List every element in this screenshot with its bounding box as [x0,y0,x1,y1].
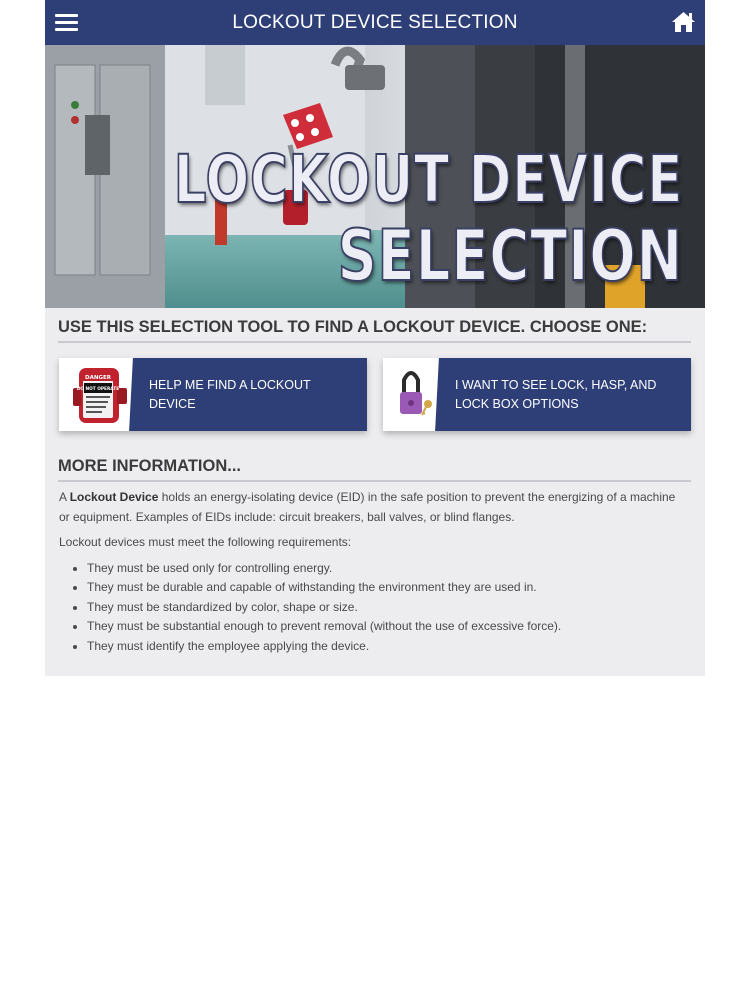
lockout-device-thumbnail [59,358,135,431]
list-item: • They must identify the employee applying the device. [87,637,689,657]
hero-banner [45,45,705,308]
requirements-list [87,559,689,657]
top-nav-bar [45,0,705,45]
more-info-body [59,488,689,656]
list-item: • They must be used only for controlling energy. [87,559,689,579]
find-lockout-device-label: HELP ME FIND A LOCKOUT DEVICE [135,358,367,431]
hero-title-line-1: LOCKOUT DEVICE [173,141,683,218]
intro-prefix: A [59,490,70,504]
list-item: • They must be durable and capable of withstanding the environment they are used in. [87,578,689,598]
hamburger-menu-icon[interactable] [55,13,78,32]
requirements-intro: Lockout devices must meet the following requirements: [59,535,352,549]
lockout-device-term: Lockout Device [69,490,159,504]
lock-hasp-options-label: I WANT TO SEE LOCK, HASP, AND LOCK BOX OPTIONS [441,358,691,431]
list-item: • They must be standardized by color, shape or size. [87,598,689,618]
list-item: • They must be substantial enough to prevent removal (without the use of excessive force). [87,617,689,637]
intro-paragraph [59,488,689,527]
breaker-lockout-icon [59,358,135,431]
tag-do-not-operate-text: DO NOT OPERATE [76,387,120,392]
intro-rest: holds an energy-isolating device (EID) in the safe position to prevent the energizing of a machine or equipment. Examples of EIDs include: circuit breakers, ball valves, or blind flanges. [59,490,676,524]
lock-thumbnail [383,358,441,431]
padlock-icon [383,358,441,431]
lock-hasp-options-button[interactable] [383,358,691,431]
page-title: LOCKOUT DEVICE SELECTION [232,12,518,33]
hero-title-line-2: SELECTION [337,215,683,297]
selection-heading: USE THIS SELECTION TOOL TO FIND A LOCKOUT DEVICE. CHOOSE ONE: [58,318,691,343]
tag-danger-text: DANGER [85,375,111,381]
find-lockout-device-button[interactable] [59,358,367,431]
app-container [45,0,705,676]
home-icon[interactable] [671,11,696,33]
more-info-heading: MORE INFORMATION... [58,457,691,482]
